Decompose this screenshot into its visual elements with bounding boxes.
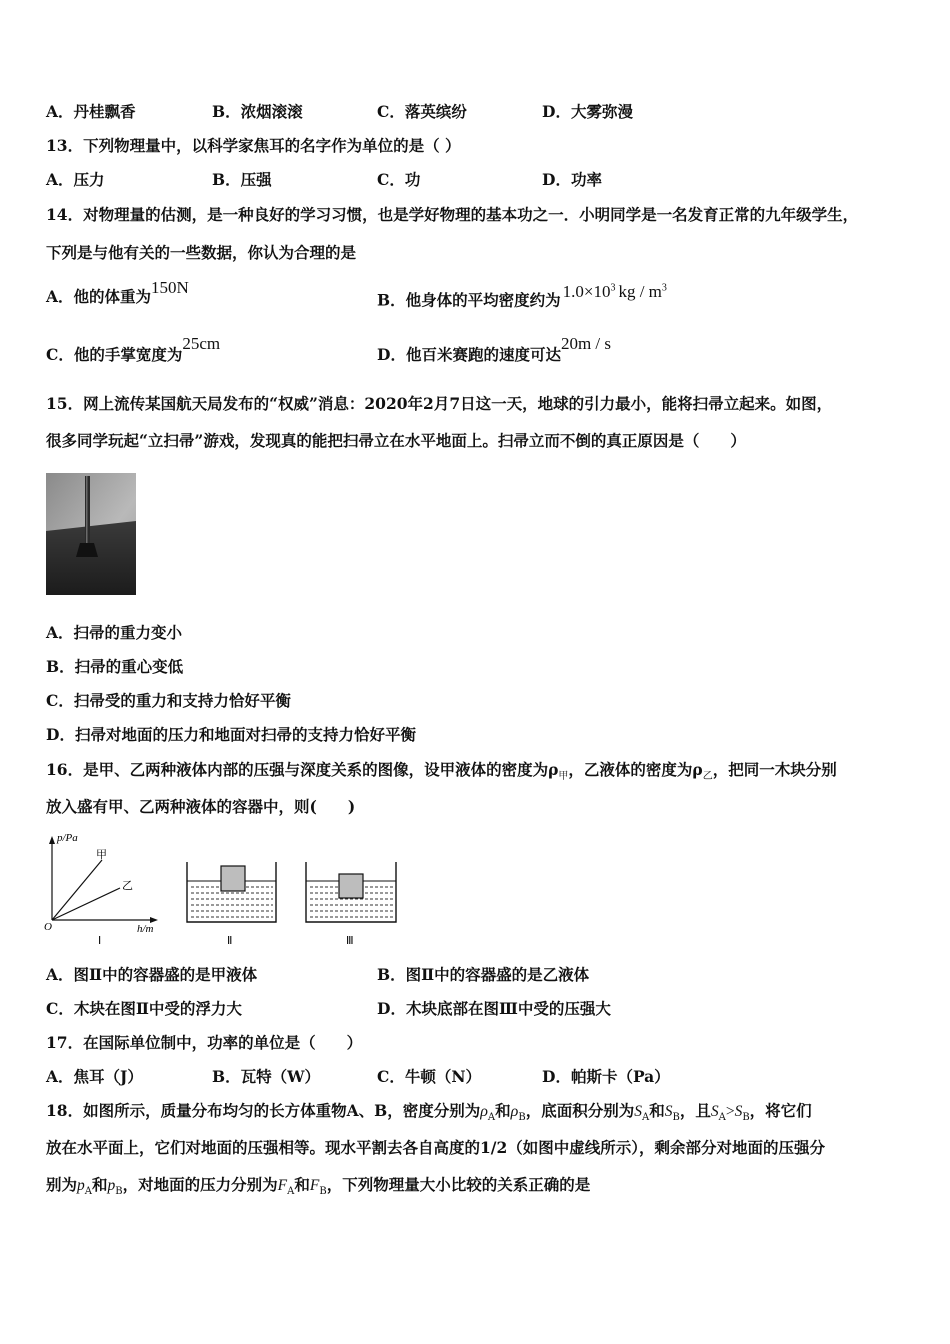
q18-text-b: ，底面积分别为 — [525, 1101, 635, 1120]
p-a-sub: A — [84, 1186, 92, 1198]
caption-3: Ⅲ — [346, 935, 354, 947]
q12-option-a[interactable]: A．丹桂飘香 — [46, 102, 136, 121]
s-a-sub: A — [641, 1112, 650, 1124]
q17-stem: 17．在国际单位制中，功率的单位是（ ） — [46, 1033, 363, 1052]
q18-text-f: ，对地面的压力分别为 — [122, 1175, 278, 1194]
q16-stem-part-c: ，把同一木块分别 — [712, 760, 837, 779]
q18-line1 — [46, 1101, 812, 1128]
q14-option-d-value: 20m / s — [560, 334, 612, 353]
s-b: S — [664, 1103, 673, 1120]
broom-photo — [46, 473, 136, 595]
q18-and-4: 和 — [294, 1175, 310, 1194]
q18-text-c: ，且 — [679, 1101, 711, 1120]
q18-text-a: 18．如图所示，质量分布均匀的长方体重物A、B，密度分别为 — [46, 1101, 481, 1120]
q12-option-c[interactable]: C．落英缤纷 — [377, 102, 467, 121]
q13-stem: 13．下列物理量中，以科学家焦耳的名字作为单位的是（ ） — [46, 136, 461, 155]
q14-option-b-base: 1.0×10 — [562, 281, 611, 301]
q12-options — [46, 102, 906, 122]
q17-options — [46, 1067, 906, 1087]
q15-option-a[interactable]: A．扫帚的重力变小 — [46, 623, 183, 642]
rho-b: ρ — [510, 1103, 519, 1120]
q13-option-a[interactable]: A．压力 — [46, 170, 105, 189]
q16-option-d[interactable]: D．木块底部在图Ⅲ中受的压强大 — [377, 999, 611, 1018]
q14-option-b-value — [563, 282, 667, 301]
q13-option-b[interactable]: B．压强 — [212, 170, 272, 189]
q13-option-c[interactable]: C．功 — [377, 170, 421, 189]
rho-a: ρ — [480, 1103, 488, 1120]
q17-option-c[interactable]: C．牛顿（N） — [377, 1067, 482, 1086]
q17-option-a[interactable]: A．焦耳（J） — [46, 1067, 143, 1086]
q16-option-c[interactable]: C．木块在图Ⅱ中受的浮力大 — [46, 999, 242, 1018]
label-jia: 甲 — [96, 848, 107, 861]
q15-stem-line2: 很多同学玩起“立扫帚”游戏，发现真的能把扫帚立在水平地面上。扫帚立而不倒的真正原因是（ ） — [46, 431, 746, 450]
q14-option-a-text: A．他的体重为 — [46, 287, 152, 306]
q16-rho-jia-sub: 甲 — [558, 771, 569, 783]
p-a: p — [77, 1177, 85, 1194]
p-b-sub: B — [115, 1186, 123, 1198]
container-3 — [306, 862, 396, 947]
q15-option-b[interactable]: B．扫帚的重心变低 — [46, 657, 184, 676]
q16-stem-part-b: ，乙液体的密度为ρ — [568, 760, 703, 779]
s-a: S — [634, 1103, 642, 1120]
q16-option-a[interactable]: A．图Ⅱ中的容器盛的是甲液体 — [46, 965, 258, 984]
q16-stem-line2: 放入盛有甲、乙两种液体的容器中，则( ) — [46, 797, 356, 816]
f-a: F — [277, 1177, 288, 1194]
q14-option-b[interactable] — [377, 281, 667, 311]
s-b-sub: B — [672, 1112, 680, 1124]
q16-option-b[interactable]: B．图Ⅱ中的容器盛的是乙液体 — [377, 965, 590, 984]
line-yi — [52, 888, 120, 920]
q14-option-b-text: B．他身体的平均密度约为 — [377, 290, 561, 310]
q13-options — [46, 170, 906, 190]
gt-sign: > — [725, 1103, 735, 1120]
q14-option-c-value: 25cm — [182, 334, 221, 353]
q14-option-a-value: 150N — [151, 278, 189, 297]
line-jia — [52, 860, 102, 920]
q14-stem-line1: 14．对物理量的估测，是一种良好的学习习惯，也是学好物理的基本功之一．小明同学是一名发育正常的九年级学生， — [46, 205, 859, 224]
q13-option-d[interactable]: D．功率 — [542, 170, 602, 189]
y-axis-label: p/Pa — [57, 832, 78, 844]
q18-line2: 放在水平面上，它们对地面的压强相等。现水平割去各自高度的1/2（如图中虚线所示），剩余部分对地面的压强分 — [46, 1138, 825, 1157]
q18-and-3: 和 — [92, 1175, 108, 1194]
q14-option-b-unit: kg / m — [618, 281, 662, 301]
q14-option-b-unit-exp: 3 — [661, 282, 667, 293]
pressure-depth-graph — [44, 832, 158, 947]
q12-option-b[interactable]: B．浓烟滚滚 — [212, 102, 303, 121]
q14-option-c-text: C．他的手掌宽度为 — [46, 345, 183, 364]
wood-block-3 — [339, 874, 363, 898]
q16-stem-part-a: 16．是甲、乙两种液体内部的压强与深度关系的图像，设甲液体的密度为ρ — [46, 760, 559, 779]
q14-option-d[interactable] — [377, 334, 612, 365]
q18-and-1: 和 — [495, 1101, 511, 1120]
label-yi: 乙 — [122, 879, 133, 892]
q14-option-a[interactable] — [46, 278, 189, 307]
q15-stem-line1: 15．网上流传某国航天局发布的“权威”消息：2020年2月7日这一天，地球的引力最小，能将扫帚立起来。如图， — [46, 394, 833, 413]
p-b: p — [107, 1177, 116, 1194]
caption-1: Ⅰ — [98, 935, 102, 947]
q17-option-b[interactable]: B．瓦特（W） — [212, 1067, 321, 1086]
q18-text-g: ，下列物理量大小比较的关系正确的是 — [326, 1175, 591, 1194]
q16-figure — [40, 828, 410, 953]
q18-line3 — [46, 1175, 590, 1202]
q18-text-d: ，将它们 — [749, 1101, 812, 1120]
q14-stem-line2: 下列是与他有关的一些数据，你认为合理的是 — [46, 243, 357, 262]
q15-option-c[interactable]: C．扫帚受的重力和支持力恰好平衡 — [46, 691, 291, 710]
container-2 — [187, 862, 276, 947]
wood-block-2 — [221, 866, 245, 891]
s-b-2: S — [734, 1103, 743, 1120]
origin-label: O — [44, 921, 52, 933]
q14-option-b-exp: 3 — [610, 282, 616, 293]
q12-option-d[interactable]: D．大雾弥漫 — [542, 102, 633, 121]
q18-text-e: 别为 — [46, 1175, 78, 1194]
x-axis-label: h/m — [137, 923, 154, 935]
s-b-2-sub: B — [742, 1112, 750, 1124]
s-a-2: S — [710, 1103, 719, 1120]
caption-2: Ⅱ — [227, 935, 233, 947]
q14-option-c[interactable] — [46, 334, 221, 365]
f-b: F — [309, 1177, 320, 1194]
q15-option-d[interactable]: D．扫帚对地面的压力和地面对扫帚的支持力恰好平衡 — [46, 725, 416, 744]
q17-option-d[interactable]: D．帕斯卡（Pa） — [542, 1067, 670, 1086]
q16-rho-yi-sub: 乙 — [702, 771, 713, 783]
rho-a-sub: A — [487, 1112, 496, 1124]
s-a-2-sub: A — [718, 1112, 726, 1124]
rho-b-sub: B — [518, 1112, 526, 1124]
q16-stem-line1 — [46, 760, 837, 787]
f-b-sub: B — [319, 1186, 327, 1198]
q18-and-2: 和 — [649, 1101, 665, 1120]
f-a-sub: A — [287, 1186, 295, 1198]
q14-option-d-text: D．他百米赛跑的速度可达 — [377, 345, 561, 364]
